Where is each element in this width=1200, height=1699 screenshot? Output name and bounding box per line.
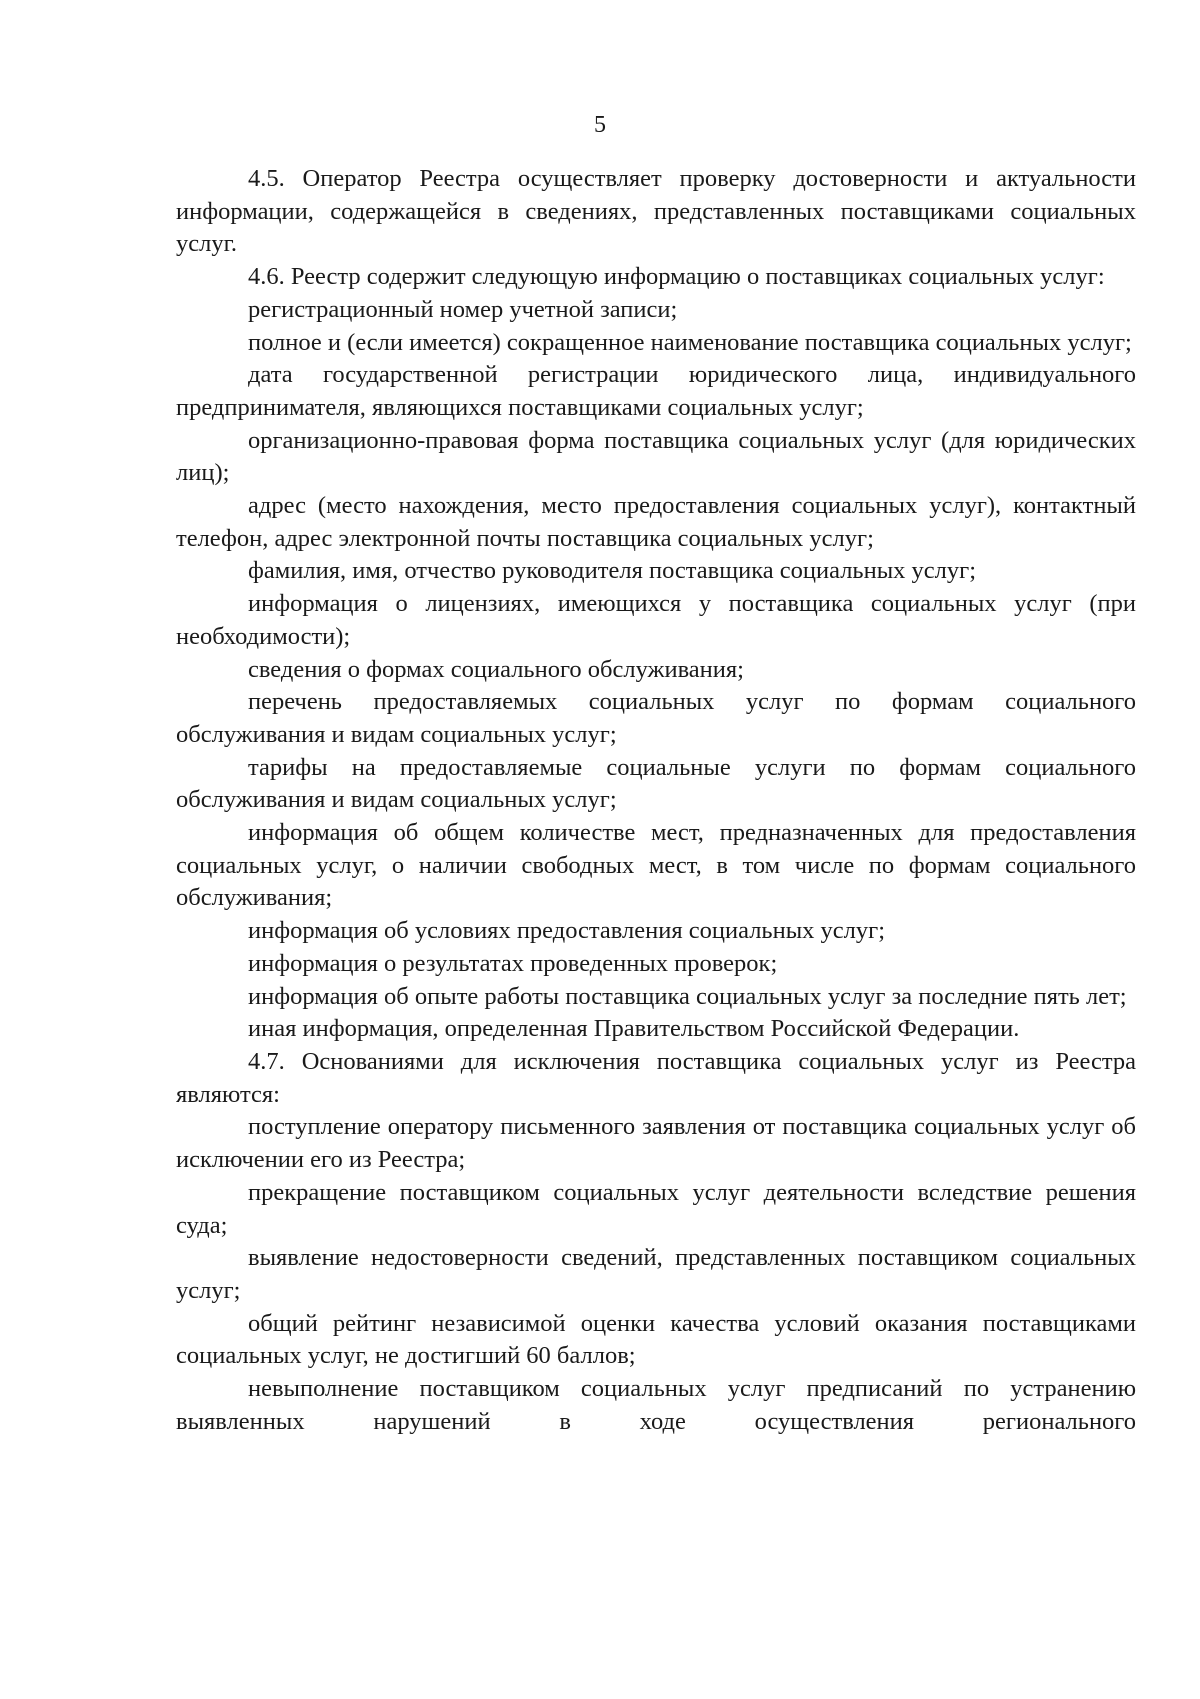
page-number: 5 <box>594 112 606 138</box>
list-item: информация об опыте работы поставщика социальных услуг за последние пять лет; <box>248 982 1127 1010</box>
list-item: перечень предоставляемых социальных услуг по формам социального обслуживания и видам социальных услуг; <box>176 688 1136 748</box>
list-item: регистрационный номер учетной записи; <box>248 295 678 323</box>
list-item: поступление оператору письменного заявления от поставщика социальных услуг об исключении его из Реестра; <box>176 1113 1136 1174</box>
paragraph-4-7: 4.7. Основаниями для исключения поставщика социальных услуг из Реестра являются: <box>176 1047 1136 1108</box>
list-item: информация об условиях предоставления социальных услуг; <box>248 917 886 945</box>
list-item: адрес (место нахождения, место предоставления социальных услуг), контактный телефон, адрес электронной почты поставщика социальных услуг; <box>176 492 1136 552</box>
list-item: информация о лицензиях, имеющихся у поставщика социальных услуг (при необходимости); <box>176 590 1136 650</box>
list-item: информация об общем количестве мест, предназначенных для предоставления социальных услуг, о наличии свободных мест, в том числе по формам социального обслуживания; <box>176 819 1136 912</box>
list-item: фамилия, имя, отчество руководителя поставщика социальных услуг; <box>248 557 977 585</box>
list-item: общий рейтинг независимой оценки качества условий оказания поставщиками социальных услуг, не достигший 60 баллов; <box>176 1309 1136 1370</box>
list-item: тарифы на предоставляемые социальные услуги по формам социального обслуживания и видам социальных услуг; <box>176 753 1136 814</box>
list-item: дата государственной регистрации юридического лица, индивидуального предпринимателя, являющихся поставщиками социальных услуг; <box>176 361 1136 421</box>
list-item: полное и (если имеется) сокращенное наименование поставщика социальных услуг; <box>248 328 1132 356</box>
paragraph-4-5: 4.5. Оператор Реестра осуществляет проверку достоверности и актуальности информации, содержащейся в сведениях, представленных поставщиками социальных услуг. <box>176 165 1136 258</box>
list-item: прекращение поставщиком социальных услуг деятельности вследствие решения суда; <box>176 1178 1136 1239</box>
list-item: сведения о формах социального обслуживания; <box>248 655 744 683</box>
paragraph-4-6: 4.6. Реестр содержит следующую информацию о поставщиках социальных услуг: <box>248 263 1105 291</box>
list-item: информация о результатах проведенных проверок; <box>248 949 778 977</box>
list-item: организационно-правовая форма поставщика социальных услуг (для юридических лиц); <box>176 426 1136 487</box>
list-item: выявление недостоверности сведений, представленных поставщиком социальных услуг; <box>176 1244 1136 1304</box>
list-item: невыполнение поставщиком социальных услуг предписаний по устранению выявленных нарушений в ходе осуществления регионального <box>176 1375 1136 1435</box>
document-body <box>176 163 1136 1438</box>
list-item: иная информация, определенная Правительством Российской Федерации. <box>248 1015 1020 1043</box>
